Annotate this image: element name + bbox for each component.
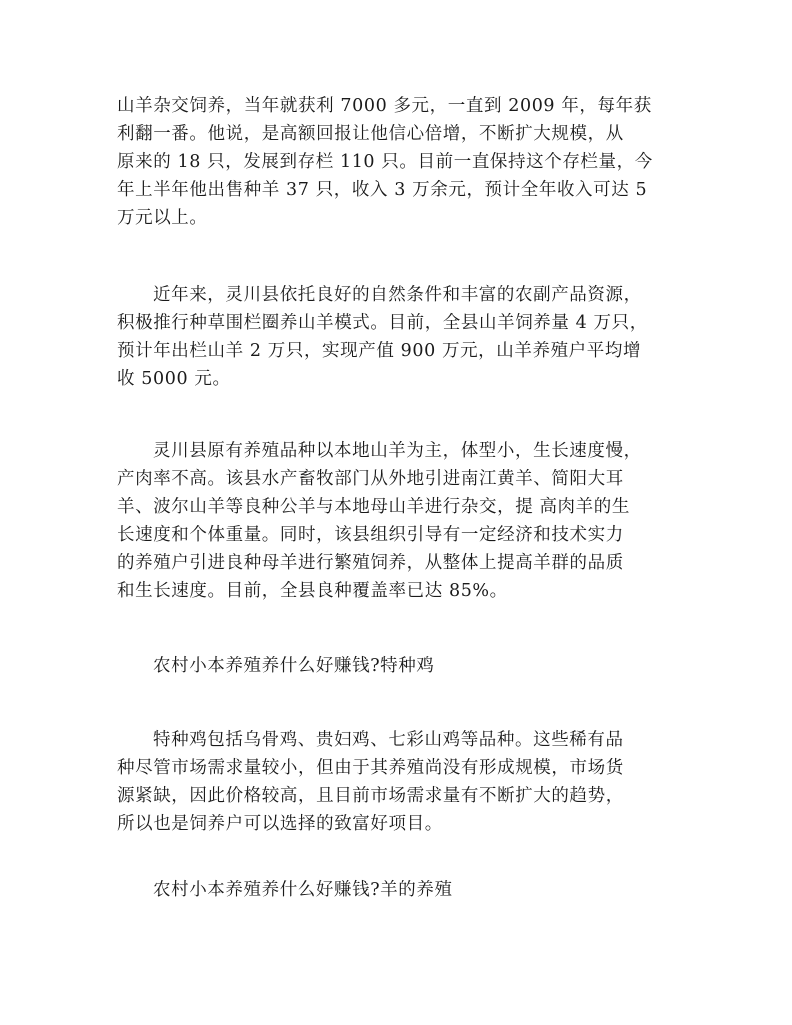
text-line: 的养殖户引进良种母羊进行繁殖饲养，从整体上提高羊群的品质 [117, 553, 624, 573]
text-line: 和生长速度。目前，全县良种覆盖率已达 85%。 [117, 581, 508, 601]
text-line: 预计年出栏山羊 2 万只，实现产值 900 万元，山羊养殖户平均增 [117, 341, 642, 361]
text-line: 种尽管市场需求量较小，但由于其养殖尚没有形成规模，市场货 [117, 758, 624, 778]
text-line: 利翻一番。他说，是高额回报让他信心倍增，不断扩大规模，从 [117, 124, 624, 144]
paragraph-breed-improvement [117, 437, 642, 605]
paragraph-special-chicken [117, 726, 624, 838]
text-line: 收 5000 元。 [117, 369, 231, 389]
text-line: 年上半年他出售种羊 37 只，收入 3 万余元，预计全年收入可达 5 [117, 180, 648, 200]
text-line: 长速度和个体重量。同时，该县组织引导有一定经济和技术实力 [117, 525, 624, 545]
section-heading-goat-farming [117, 876, 453, 904]
text-line: 源紧缺，因此价格较高，且目前市场需求量有不断扩大的趋势， [117, 786, 624, 806]
text-line: 近年来，灵川县依托良好的自然条件和丰富的农副产品资源， [153, 285, 642, 305]
text-line: 产肉率不高。该县水产畜牧部门从外地引进南江黄羊、简阳大耳 [117, 469, 624, 489]
text-line: 积极推行种草围栏圈养山羊模式。目前，全县山羊饲养量 4 万只， [117, 313, 648, 333]
text-line: 特种鸡包括乌骨鸡、贵妇鸡、七彩山鸡等品种。这些稀有品 [153, 730, 624, 750]
section-heading-special-chicken [117, 652, 434, 680]
text-line: 原来的 18 只，发展到存栏 110 只。目前一直保持这个存栏量，今 [117, 152, 653, 172]
text-line: 所以也是饲养户可以选择的致富好项目。 [117, 814, 443, 834]
text-line: 灵川县原有养殖品种以本地山羊为主，体型小，生长速度慢， [153, 441, 642, 461]
heading-text: 农村小本养殖养什么好赚钱?特种鸡 [153, 656, 435, 676]
text-line: 万元以上。 [117, 208, 208, 228]
text-line: 山羊杂交饲养，当年就获利 7000 多元，一直到 2009 年，每年获 [117, 96, 652, 116]
text-line: 羊、波尔山羊等良种公羊与本地母山羊进行杂交，提 高肉羊的生 [117, 497, 630, 517]
paragraph-goat-income [117, 92, 653, 232]
paragraph-lingchuan-model [117, 281, 648, 393]
heading-text: 农村小本养殖养什么好赚钱?羊的养殖 [153, 880, 453, 900]
